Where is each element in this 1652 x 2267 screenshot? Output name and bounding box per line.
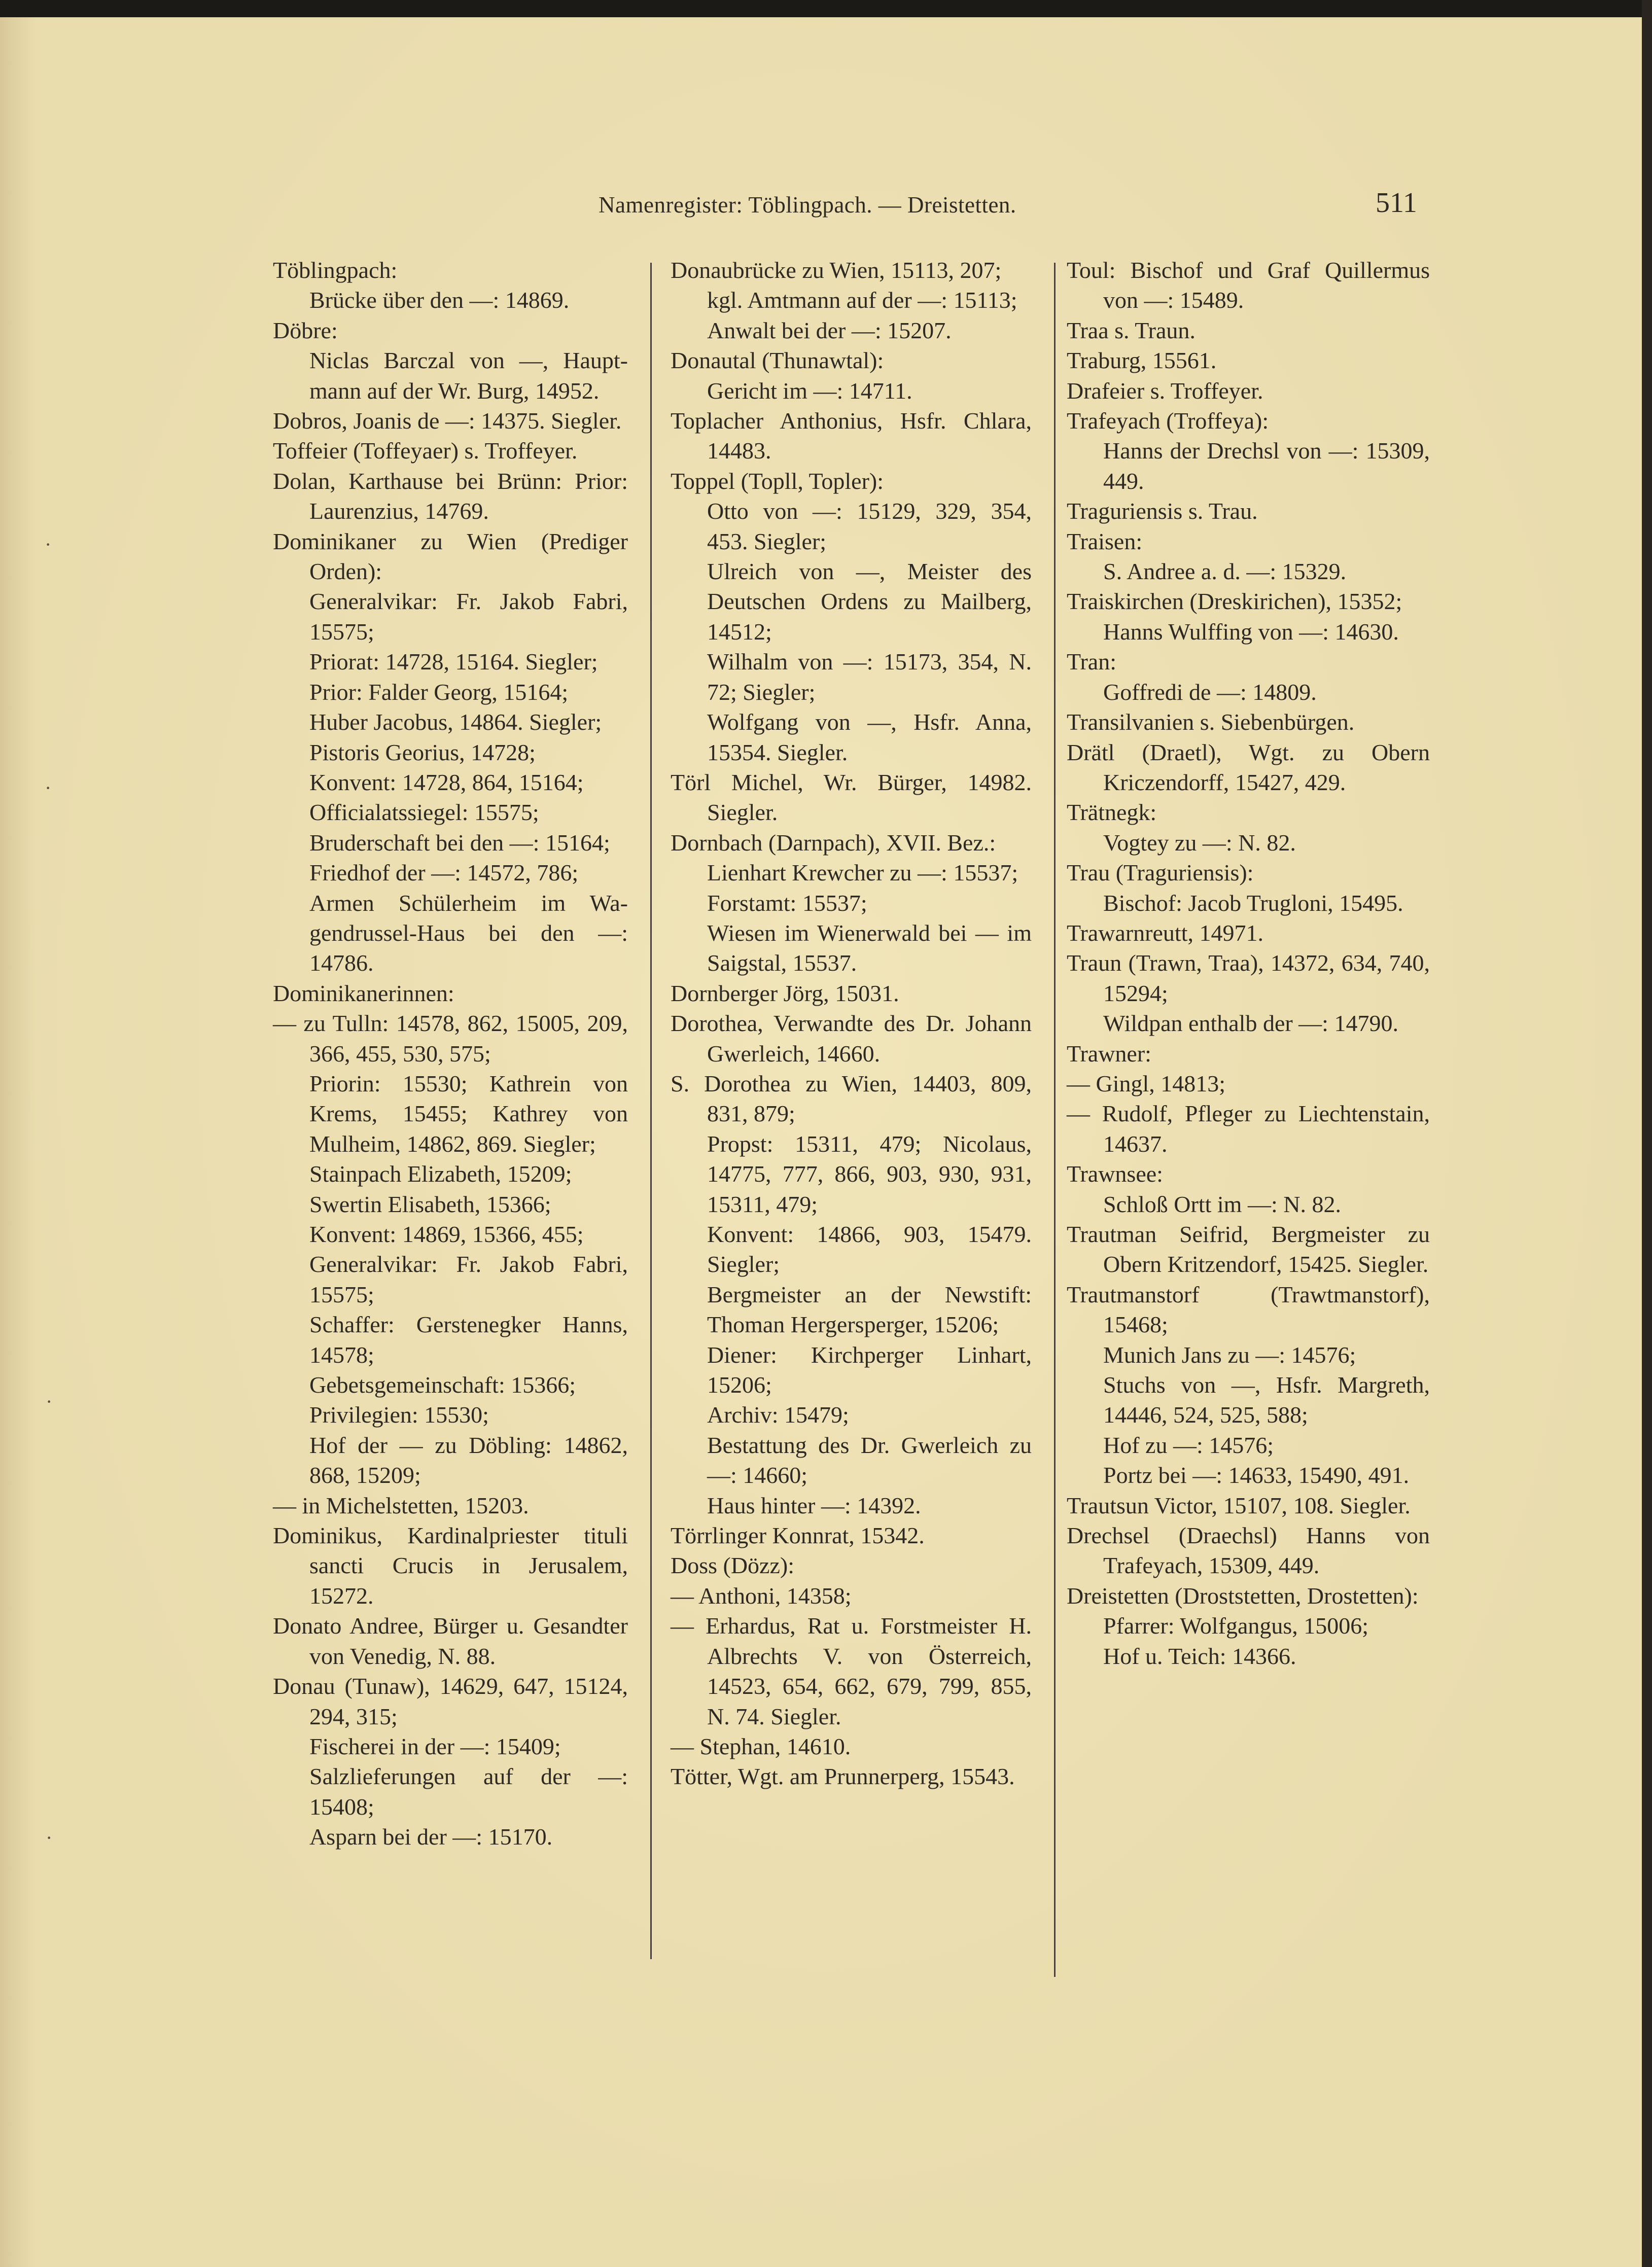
index-entry: Toplacher Anthonius, Hsfr. Chlara, 14483. bbox=[671, 408, 1032, 464]
index-entry: Bergmeister an der Newstift: Thoman Hergersperger, 15206; bbox=[707, 1281, 1032, 1338]
index-entry: Bischof: Jacob Trugloni, 15495. bbox=[1103, 890, 1403, 916]
index-entry: Priorat: 14728, 15164. Siegler; bbox=[309, 649, 598, 675]
index-entry: Konvent: 14728, 864, 15164; bbox=[309, 769, 584, 795]
index-entry: Lienhart Krewcher zu —: 15537; bbox=[707, 860, 1018, 886]
index-entry: Dolan, Karthause bei Brünn: Prior: Laurenzius, 14769. bbox=[273, 468, 628, 524]
index-entry: Bruderschaft bei den —: 15164; bbox=[309, 829, 610, 856]
index-entry: Munich Jans zu —: 14576; bbox=[1103, 1341, 1356, 1368]
index-column-3 bbox=[1067, 255, 1430, 1671]
index-entry: Dornberger Jörg, 15031. bbox=[671, 980, 899, 1006]
index-entry: Portz bei —: 14633, 15490, 491. bbox=[1103, 1462, 1410, 1489]
index-entry: Gebetsgemeinschaft: 15366; bbox=[309, 1372, 576, 1398]
index-entry: Generalvikar: Fr. Jakob Fabri, 15575; bbox=[309, 588, 628, 645]
index-entry: Trautmanstorf (Trawtmanstorf), 15468; bbox=[1067, 1281, 1430, 1338]
index-entry: Schloß Ortt im —: N. 82. bbox=[1103, 1191, 1341, 1217]
index-entry: Prior: Falder Georg, 15164; bbox=[309, 679, 569, 705]
index-entry: Forstamt: 15537; bbox=[707, 890, 867, 916]
index-entry: Trawarnreutt, 14971. bbox=[1067, 919, 1263, 946]
index-entry: Haus hinter —: 14392. bbox=[707, 1492, 921, 1518]
scan-border-top bbox=[0, 0, 1652, 17]
index-entry: Tran: bbox=[1067, 649, 1116, 675]
index-entry: — zu Tulln: 14578, 862, 15005, 209, 366, 455, 530, 575; bbox=[273, 1010, 628, 1067]
index-entry: — Anthoni, 14358; bbox=[671, 1582, 852, 1609]
index-entry: Hof u. Teich: 14366. bbox=[1103, 1643, 1296, 1669]
index-entry: Traa s. Traun. bbox=[1067, 317, 1196, 343]
index-entry: Pfarrer: Wolfgangus, 15006; bbox=[1103, 1613, 1369, 1639]
index-entry: Transilvanien s. Siebenbürgen. bbox=[1067, 709, 1355, 735]
index-entry: Wolfgang von —, Hsfr. Anna, 15354. Siegler. bbox=[707, 709, 1032, 765]
index-entry: Trawnsee: bbox=[1067, 1161, 1163, 1187]
index-entry: Hof zu —: 14576; bbox=[1103, 1432, 1274, 1458]
index-entry: Ulreich von —, Meister des Deutschen Ordens zu Mailberg, 14512; bbox=[707, 558, 1032, 645]
index-entry: Konvent: 14869, 15366, 455; bbox=[309, 1221, 584, 1247]
scan-border-right bbox=[1642, 0, 1652, 2267]
index-entry: Priorin: 15530; Kathrein von Krems, 15455; Kathrey von Mulheim, 14862, 869. Siegler; bbox=[309, 1070, 628, 1157]
index-entry: Hanns der Drechsl von —: 15309, 449. bbox=[1103, 438, 1430, 494]
index-entry: Töblingpach: bbox=[273, 257, 398, 283]
index-entry: — Rudolf, Pfleger zu Liechtenstain, 14637. bbox=[1067, 1101, 1430, 1157]
index-entry: Anwalt bei der —: 15207. bbox=[707, 317, 952, 343]
index-entry: Toppel (Topll, Topler): bbox=[671, 468, 884, 494]
page-number: 511 bbox=[1376, 187, 1417, 219]
index-entry: Goffredi de —: 14809. bbox=[1103, 679, 1317, 705]
index-entry: Hanns Wulffing von —: 14630. bbox=[1103, 618, 1399, 645]
index-entry: Wiesen im Wienerwald bei — im Saigstal, 15537. bbox=[707, 919, 1032, 976]
index-entry: Trawner: bbox=[1067, 1040, 1151, 1067]
index-entry: Trautsun Victor, 15107, 108. Siegler. bbox=[1067, 1492, 1411, 1518]
index-entry: Pistoris Georius, 14728; bbox=[309, 739, 536, 765]
index-entry: Wildpan enthalb der —: 14790. bbox=[1103, 1010, 1398, 1037]
index-entry: Niclas Barczal von —, Hauptmann auf der Wr. Burg, 14952. bbox=[309, 347, 628, 404]
index-entry: Doss (Dözz): bbox=[671, 1552, 794, 1579]
index-entry: Traisen: bbox=[1067, 528, 1143, 554]
index-entry: Trau (Traguriensis): bbox=[1067, 860, 1254, 886]
index-entry: Toul: Bischof und Graf Quillermus von —: 15489. bbox=[1067, 257, 1430, 313]
index-entry: Asparn bei der —: 15170. bbox=[309, 1824, 553, 1850]
index-entry: Dominikus, Kardinalpriester tituli sancti Crucis in Jerusalem, 15272. bbox=[273, 1522, 628, 1609]
index-entry: Brücke über den —: 14869. bbox=[309, 287, 570, 313]
column-divider bbox=[650, 263, 652, 1959]
index-entry: Donautal (Thunawtal): bbox=[671, 347, 884, 374]
index-entry: Döbre: bbox=[273, 317, 338, 343]
index-entry: S. Dorothea zu Wien, 14403, 809, 831, 879; bbox=[671, 1070, 1032, 1127]
index-entry: Dreistetten (Droststetten, Drostetten): bbox=[1067, 1582, 1419, 1609]
index-entry: Diener: Kirchperger Linhart, 15206; bbox=[707, 1341, 1032, 1398]
index-entry: Trautman Seifrid, Bergmeister zu Obern Kritzendorf, 15425. Siegler. bbox=[1067, 1221, 1430, 1278]
margin-mark: · bbox=[46, 1826, 53, 1849]
index-entry: Archiv: 15479; bbox=[707, 1402, 849, 1428]
index-entry: Dorothea, Verwandte des Dr. Johann Gwerleich, 14660. bbox=[671, 1010, 1032, 1067]
index-entry: Tötter, Wgt. am Prunnerperg, 15543. bbox=[671, 1763, 1015, 1790]
column-divider bbox=[1054, 263, 1056, 1977]
index-entry: Dominikanerinnen: bbox=[273, 980, 454, 1006]
index-entry: Gericht im —: 14711. bbox=[707, 377, 912, 404]
index-entry: Traguriensis s. Trau. bbox=[1067, 498, 1258, 524]
margin-mark: · bbox=[46, 1390, 53, 1413]
index-entry: Trätnegk: bbox=[1067, 799, 1157, 826]
index-entry: Armen Schülerheim im Wagendrussel-Haus bei den —: 14786. bbox=[309, 890, 628, 976]
index-entry: Stuchs von —, Hsfr. Margreth, 14446, 524, 525, 588; bbox=[1103, 1372, 1430, 1428]
index-entry: Otto von —: 15129, 329, 354, 453. Siegler; bbox=[707, 498, 1032, 554]
index-entry: S. Andree a. d. —: 15329. bbox=[1103, 558, 1347, 585]
index-entry: Generalvikar: Fr. Jakob Fabri, 15575; bbox=[309, 1251, 628, 1307]
index-entry: Dobros, Joanis de —: 14375. Siegler. bbox=[273, 408, 622, 434]
index-entry: Traburg, 15561. bbox=[1067, 347, 1217, 374]
index-entry: — in Michelstetten, 15203. bbox=[273, 1492, 529, 1518]
index-entry: Donaubrücke zu Wien, 15113, 207; bbox=[671, 257, 1002, 283]
index-entry: Vogtey zu —: N. 82. bbox=[1103, 829, 1296, 856]
margin-mark: · bbox=[45, 776, 52, 799]
index-column-1 bbox=[273, 255, 628, 1852]
index-entry: Donato Andree, Bürger u. Gesandter von Venedig, N. 88. bbox=[273, 1613, 628, 1669]
index-entry: Traun (Trawn, Traa), 14372, 634, 740, 15294; bbox=[1067, 950, 1430, 1006]
index-entry: Donau (Tunaw), 14629, 647, 15124, 294, 315; bbox=[273, 1673, 628, 1729]
index-entry: Wilhalm von —: 15173, 354, N. 72; Siegler; bbox=[707, 649, 1032, 705]
index-entry: Dornbach (Darnpach), XVII. Bez.: bbox=[671, 829, 996, 856]
index-entry: Swertin Elisabeth, 15366; bbox=[309, 1191, 551, 1217]
index-entry: kgl. Amtmann auf der —: 15113; bbox=[707, 287, 1017, 313]
index-entry: Officialatssiegel: 15575; bbox=[309, 799, 539, 826]
running-header: Namenregister: Töblingpach. — Dreistetten. bbox=[599, 192, 1016, 218]
index-entry: Konvent: 14866, 903, 15479. Siegler; bbox=[707, 1221, 1032, 1278]
index-entry: Propst: 15311, 479; Nicolaus, 14775, 777, 866, 903, 930, 931, 15311, 479; bbox=[707, 1130, 1032, 1217]
index-entry: Drätl (Draetl), Wgt. zu Obern Kriczendorff, 15427, 429. bbox=[1067, 739, 1430, 795]
index-entry: — Erhardus, Rat u. Forstmeister H. Albrechts V. von Österreich, 14523, 654, 662, 679, 799, 855, N. 74. Siegler. bbox=[671, 1613, 1032, 1729]
index-entry: Friedhof der —: 14572, 786; bbox=[309, 860, 579, 886]
index-entry: Törrlinger Konnrat, 15342. bbox=[671, 1522, 925, 1549]
index-entry: Bestattung des Dr. Gwerleich zu —: 14660; bbox=[707, 1432, 1032, 1489]
index-entry: Drafeier s. Troffeyer. bbox=[1067, 377, 1263, 404]
index-entry: Törl Michel, Wr. Bürger, 14982. Siegler. bbox=[671, 769, 1032, 826]
margin-mark: · bbox=[45, 533, 52, 556]
index-entry: Hof der — zu Döbling: 14862, 868, 15209; bbox=[309, 1432, 628, 1489]
index-entry: — Stephan, 14610. bbox=[671, 1733, 851, 1759]
index-entry: Privilegien: 15530; bbox=[309, 1402, 489, 1428]
index-entry: — Gingl, 14813; bbox=[1067, 1070, 1226, 1096]
index-entry: Salzlieferungen auf der —: 15408; bbox=[309, 1763, 628, 1820]
index-entry: Traiskirchen (Dreskirichen), 15352; bbox=[1067, 588, 1402, 615]
index-entry: Huber Jacobus, 14864. Siegler; bbox=[309, 709, 602, 735]
index-entry: Fischerei in der —: 15409; bbox=[309, 1733, 561, 1759]
index-entry: Stainpach Elizabeth, 15209; bbox=[309, 1161, 572, 1187]
index-entry: Schaffer: Gerstenegker Hanns, 14578; bbox=[309, 1312, 628, 1368]
index-entry: Trafeyach (Troffeya): bbox=[1067, 408, 1269, 434]
index-entry: Drechsel (Draechsl) Hanns von Trafeyach, 15309, 449. bbox=[1067, 1522, 1430, 1579]
index-entry: Toffeier (Toffeyaer) s. Troffeyer. bbox=[273, 438, 578, 464]
index-column-2 bbox=[671, 255, 1032, 1792]
index-entry: Dominikaner zu Wien (Prediger Orden): bbox=[273, 528, 628, 585]
